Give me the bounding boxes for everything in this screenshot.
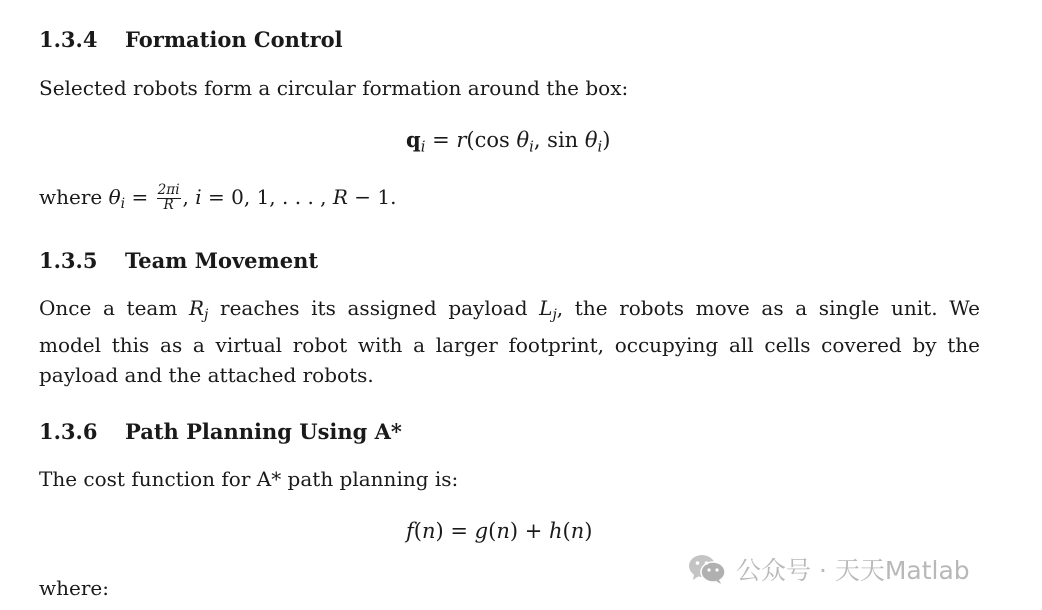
- f-symbol: f: [406, 519, 414, 543]
- h-symbol: h: [548, 519, 563, 543]
- section-number: 1.3.6: [39, 419, 98, 444]
- paragraph-line-3: payload and the attached robots.: [39, 363, 374, 388]
- section-title: Formation Control: [125, 27, 343, 52]
- paren: (: [413, 519, 422, 543]
- section-number: 1.3.4: [39, 27, 98, 52]
- theta-symbol: θ: [108, 185, 121, 209]
- i-variable: i: [195, 185, 202, 209]
- index-range: = 0, 1, . . . ,: [201, 185, 333, 209]
- n-symbol: n: [421, 519, 436, 543]
- R-symbol: R: [188, 296, 205, 320]
- watermark: [688, 551, 970, 587]
- paragraph-line-1: [39, 293, 980, 330]
- section-heading-team-movement: [39, 248, 318, 273]
- paren: (: [562, 519, 571, 543]
- where-label: where:: [39, 576, 109, 600]
- paren: (: [488, 519, 497, 543]
- L-symbol: L: [539, 296, 553, 320]
- eq-equals: =: [425, 128, 457, 152]
- text-run: , the robots move as a single unit. We: [556, 296, 980, 320]
- eq-cos-open: (cos: [466, 128, 517, 152]
- R-subscript: j: [204, 307, 209, 324]
- n-symbol: n: [570, 519, 585, 543]
- eq-theta-subscript: i: [529, 138, 534, 156]
- eq-q-symbol: q: [406, 127, 421, 152]
- range-end: − 1.: [347, 185, 397, 209]
- equals-part: ) =: [435, 519, 475, 543]
- team-movement-paragraph: [39, 293, 980, 390]
- eq-theta-symbol: θ: [584, 128, 598, 152]
- fraction-denominator: R: [163, 196, 174, 213]
- eq-close-paren: ): [602, 128, 611, 152]
- n-symbol: n: [496, 519, 510, 543]
- fraction-numerator: 2πi: [157, 182, 180, 199]
- text-run: reaches its assigned payload: [208, 296, 540, 320]
- theta-subscript: i: [120, 196, 126, 213]
- wechat-icon: [688, 553, 726, 585]
- path-planning-intro-paragraph: The cost function for A* path planning is:: [39, 467, 459, 491]
- section-heading-path-planning: [39, 419, 402, 444]
- equals-sign: =: [125, 185, 155, 209]
- section-number: 1.3.5: [39, 248, 98, 273]
- watermark-text: 公众号 · 天天Matlab: [736, 556, 970, 585]
- formation-where-line: [39, 182, 397, 219]
- formation-equation: [406, 127, 610, 155]
- g-symbol: g: [474, 519, 489, 543]
- L-subscript: j: [552, 307, 557, 324]
- formation-intro-paragraph: Selected robots form a circular formation around the box:: [39, 76, 629, 100]
- where-prefix: where: [39, 185, 109, 209]
- eq-q-subscript: i: [420, 138, 426, 156]
- section-title: Team Movement: [125, 248, 319, 273]
- text-run: Once a team: [39, 296, 189, 320]
- fraction: [157, 184, 181, 212]
- R-variable: R: [332, 185, 348, 209]
- eq-theta-subscript: i: [597, 138, 603, 156]
- cost-function-equation: [406, 519, 592, 543]
- section-title: Path Planning Using A*: [125, 419, 402, 444]
- comma: ,: [182, 185, 196, 209]
- paragraph-line-2: model this as a virtual robot with a larger footprint, occupying all cells covered by the: [39, 333, 980, 358]
- eq-sin-open: , sin: [533, 128, 585, 152]
- eq-r-symbol: r: [456, 128, 467, 152]
- paren: ): [584, 519, 593, 543]
- section-heading-formation-control: [39, 27, 343, 52]
- eq-theta-symbol: θ: [516, 128, 530, 152]
- plus-part: ) +: [509, 519, 549, 543]
